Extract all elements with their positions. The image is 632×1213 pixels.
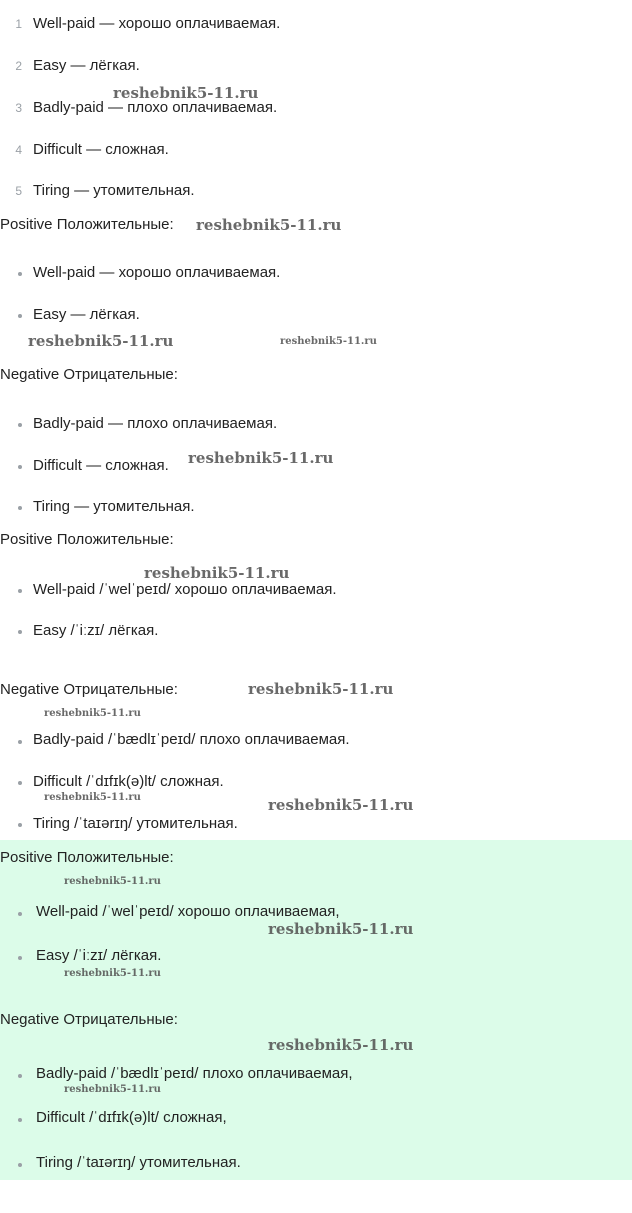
list-item: Difficult — сложная. [33, 457, 169, 474]
list-item: Badly-paid /ˈbædlɪˈpeɪd/ плохо оплачиваемая, [36, 1065, 353, 1082]
bullet-icon [18, 1074, 22, 1078]
list-item: Badly-paid /ˈbædlɪˈpeɪd/ плохо оплачиваемая. [33, 731, 350, 748]
watermark: reshebnik5-11.ru [64, 968, 161, 979]
watermark: reshebnik5-11.ru [64, 876, 161, 887]
bullet-icon [18, 272, 22, 276]
list-number: 1 [15, 17, 22, 31]
list-item: Well-paid /ˈwelˈpeɪd/ хорошо оплачиваемая. [33, 581, 337, 598]
highlighted-answer-block [0, 840, 632, 1180]
list-item: Easy — лёгкая. [33, 57, 140, 74]
watermark: reshebnik5-11.ru [64, 1084, 161, 1095]
watermark: reshebnik5-11.ru [196, 216, 342, 234]
bullet-icon [18, 465, 22, 469]
bullet-icon [18, 630, 22, 634]
negative-heading: Negative Отрицательные: [0, 1011, 178, 1028]
list-item: Tiring — утомительная. [33, 498, 195, 515]
watermark: reshebnik5-11.ru [268, 1036, 414, 1054]
bullet-icon [18, 956, 22, 960]
list-number: 2 [15, 59, 22, 73]
bullet-icon [18, 740, 22, 744]
list-item: Tiring — утомительная. [33, 182, 195, 199]
watermark: reshebnik5-11.ru [144, 564, 290, 582]
list-number: 4 [15, 143, 22, 157]
bullet-icon [18, 423, 22, 427]
positive-heading: Positive Положительные: [0, 531, 174, 548]
bullet-icon [18, 781, 22, 785]
bullet-icon [18, 1118, 22, 1122]
list-item: Badly-paid — плохо оплачиваемая. [33, 99, 278, 116]
watermark: reshebnik5-11.ru [248, 680, 394, 698]
negative-heading: Negative Отрицательные: [0, 366, 178, 383]
watermark: reshebnik5-11.ru [113, 84, 259, 102]
list-item: Badly-paid — плохо оплачиваемая. [33, 415, 278, 432]
list-item: Easy /ˈiːzɪ/ лёгкая. [33, 622, 159, 639]
watermark: reshebnik5-11.ru [268, 920, 414, 938]
list-item: Difficult /ˈdɪfɪk(ə)lt/ сложная, [36, 1109, 227, 1126]
watermark: reshebnik5-11.ru [44, 708, 141, 719]
watermark: reshebnik5-11.ru [280, 336, 377, 347]
list-number: 3 [15, 101, 22, 115]
bullet-icon [18, 314, 22, 318]
watermark: reshebnik5-11.ru [188, 449, 334, 467]
list-item: Well-paid /ˈwelˈpeɪd/ хорошо оплачиваемая, [36, 903, 340, 920]
list-item: Tiring /ˈtaɪərɪŋ/ утомительная. [33, 815, 238, 832]
list-item: Tiring /ˈtaɪərɪŋ/ утомительная. [36, 1154, 241, 1171]
negative-heading: Negative Отрицательные: [0, 681, 178, 698]
bullet-icon [18, 1163, 22, 1167]
list-item: Well-paid — хорошо оплачиваемая. [33, 15, 281, 32]
watermark: reshebnik5-11.ru [268, 796, 414, 814]
bullet-icon [18, 823, 22, 827]
positive-heading: Positive Положительные: [0, 849, 174, 866]
bullet-icon [18, 506, 22, 510]
list-item: Easy /ˈiːzɪ/ лёгкая. [36, 947, 162, 964]
watermark: reshebnik5-11.ru [28, 332, 174, 350]
list-item: Well-paid — хорошо оплачиваемая. [33, 264, 281, 281]
list-item: Easy — лёгкая. [33, 306, 140, 323]
positive-heading: Positive Положительные: [0, 216, 174, 233]
bullet-icon [18, 589, 22, 593]
bullet-icon [18, 912, 22, 916]
watermark: reshebnik5-11.ru [44, 792, 141, 803]
list-item: Difficult — сложная. [33, 141, 169, 158]
list-item: Difficult /ˈdɪfɪk(ə)lt/ сложная. [33, 773, 224, 790]
list-number: 5 [15, 184, 22, 198]
